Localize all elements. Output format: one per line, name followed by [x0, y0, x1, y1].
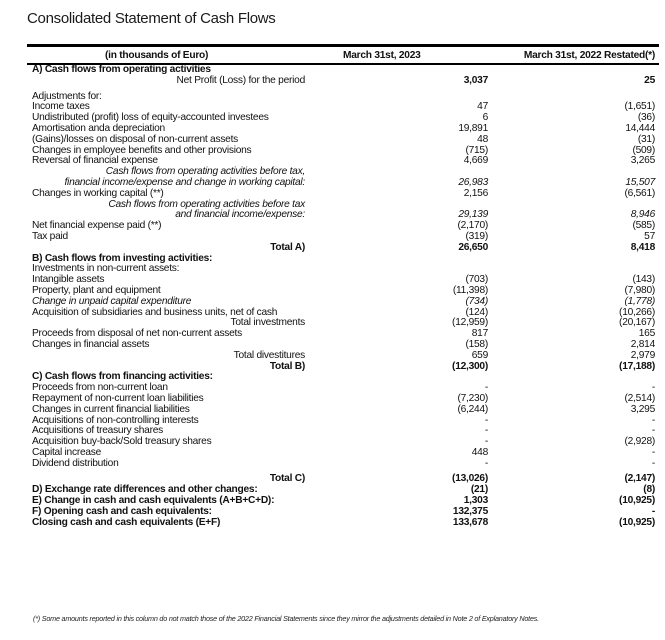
row-label: Dividend distribution: [32, 457, 119, 469]
value-2022: 14,444: [625, 122, 655, 134]
row-label: Changes in working capital (**): [32, 187, 164, 199]
footnote: (*) Some amounts reported in this column do not match those of the 2022 Financial Statements since they mirror the adjustments detailed in Note 2 of Explanatory Notes.: [33, 614, 539, 623]
value-2023: (11,398): [452, 284, 488, 296]
row-label: C) Cash flows from financing activities:: [32, 371, 213, 383]
table-body: [27, 65, 659, 528]
value-2023: 48: [477, 133, 488, 145]
table-row: [27, 459, 659, 470]
value-2022: (1,778): [624, 295, 655, 307]
table-row: [27, 437, 659, 448]
row-label: Property, plant and equipment: [32, 284, 161, 296]
header-label: (in thousands of Euro): [105, 50, 209, 61]
row-label: Intangible assets: [32, 274, 105, 286]
table-row: [27, 518, 659, 529]
value-2023: 29,139: [458, 209, 488, 221]
value-2023: (703): [465, 274, 488, 286]
row-label: D) Exchange rate differences and other changes:: [32, 484, 258, 496]
value-2022: (10,925): [619, 495, 655, 507]
table-row: [27, 448, 659, 459]
value-2023: 2,156: [463, 187, 488, 199]
table-row: [27, 297, 659, 308]
value-2023: (6,244): [457, 403, 488, 415]
value-2022: 8,946: [630, 209, 655, 221]
page-title: Consolidated Statement of Cash Flows: [27, 10, 276, 27]
value-2023: 26,983: [458, 176, 488, 188]
value-2022: (2,514): [624, 392, 655, 404]
value-2023: 19,891: [458, 122, 488, 134]
value-2022: 57: [644, 230, 655, 242]
row-label: Total divestitures: [233, 349, 305, 361]
value-2023: (715): [465, 144, 488, 156]
value-2023: 448: [471, 446, 488, 458]
value-2022: -: [651, 457, 655, 469]
row-label: Undistributed (profit) loss of equity-accounted investees: [32, 112, 269, 124]
value-2023: (2,170): [457, 220, 488, 232]
value-2023: (13,026): [452, 473, 488, 485]
row-label: Adjustments for:: [32, 90, 102, 102]
value-2022: (7,980): [624, 284, 655, 296]
value-2022: -: [651, 505, 655, 517]
row-label: Total C): [269, 473, 305, 485]
table-row: [27, 189, 659, 200]
value-2023: -: [484, 436, 488, 448]
row-label: Cash flows from operating activities before tax: [108, 198, 305, 210]
value-2023: 659: [471, 349, 488, 361]
value-2022: 3,295: [630, 403, 655, 415]
row-label: Changes in financial assets: [32, 338, 150, 350]
row-label: Total B): [269, 360, 305, 372]
table-row: [27, 308, 659, 319]
value-2022: (31): [637, 133, 655, 145]
value-2022: (509): [632, 144, 655, 156]
value-2022: (143): [632, 274, 655, 286]
value-2023: -: [484, 457, 488, 469]
table-row: [27, 221, 659, 232]
row-label: Acquisition of subsidiaries and business units, net of cash: [32, 306, 278, 318]
value-2022: -: [651, 382, 655, 394]
table-row: [27, 135, 659, 146]
row-label: Income taxes: [32, 101, 90, 113]
row-label: Net Profit (Loss) for the period: [176, 74, 305, 86]
table-row: [27, 76, 659, 87]
table-row: [27, 405, 659, 416]
value-2023: 133,678: [452, 516, 488, 528]
value-2022: (585): [632, 220, 655, 232]
row-label: Cash flows from operating activities before tax,: [105, 166, 305, 178]
value-2023: 132,375: [452, 505, 488, 517]
value-2022: 15,507: [625, 176, 655, 188]
value-2023: 6: [482, 112, 488, 124]
row-label: (Gains)/losses on disposal of non-current assets: [32, 133, 239, 145]
value-2023: (319): [465, 230, 488, 242]
row-label: A) Cash flows from operating activities: [32, 64, 211, 75]
value-2023: (12,959): [452, 317, 488, 329]
table-header: [27, 47, 659, 63]
row-label: Repayment of non-current loan liabilities: [32, 392, 204, 404]
value-2022: (10,925): [619, 516, 655, 528]
table-row: [27, 340, 659, 351]
value-2022: -: [651, 446, 655, 458]
row-label: Changes in current financial liabilities: [32, 403, 190, 415]
value-2022: (10,266): [619, 306, 655, 318]
table-row: [27, 351, 659, 362]
table-row: [27, 243, 659, 254]
row-label: Acquisition buy-back/Sold treasury shares: [32, 436, 212, 448]
value-2023: 3,037: [463, 74, 488, 86]
value-2022: (36): [637, 112, 655, 124]
row-label: Proceeds from non-current loan: [32, 382, 168, 394]
table-row: [27, 200, 659, 211]
value-2023: -: [484, 414, 488, 426]
value-2023: 1,303: [463, 495, 488, 507]
row-label: Amortisation anda depreciation: [32, 122, 165, 134]
value-2022: (6,561): [624, 187, 655, 199]
row-label: Net financial expense paid (**): [32, 220, 162, 232]
table-row: [27, 264, 659, 275]
value-2022: 3,265: [630, 155, 655, 167]
row-label: Investments in non-current assets:: [32, 263, 180, 275]
row-label: Capital increase: [32, 446, 102, 458]
value-2022: (17,188): [619, 360, 655, 372]
value-2023: (734): [465, 295, 488, 307]
value-2023: (158): [465, 338, 488, 350]
cash-flow-table: [27, 44, 659, 528]
value-2022: -: [651, 425, 655, 437]
value-2022: (20,167): [619, 317, 655, 329]
row-label: Tax paid: [32, 230, 68, 242]
value-2022: (2,928): [624, 436, 655, 448]
value-2022: -: [651, 414, 655, 426]
value-2023: 4,669: [463, 155, 488, 167]
row-label: Total investments: [230, 317, 305, 329]
row-label: B) Cash flows from investing activities:: [32, 252, 213, 264]
row-label: Change in unpaid capital expenditure: [32, 295, 192, 307]
value-2023: -: [484, 382, 488, 394]
row-label: F) Opening cash and cash equivalents:: [32, 505, 212, 517]
row-label: Acquisitions of non-controlling interests: [32, 414, 199, 426]
value-2023: (7,230): [457, 392, 488, 404]
value-2023: (12,300): [452, 360, 488, 372]
value-2022: 165: [638, 328, 655, 340]
header-col-2023: March 31st, 2023: [343, 50, 421, 61]
row-label: Proceeds from disposal of net non-current assets: [32, 328, 242, 340]
header-col-2022: March 31st, 2022 Restated(*): [523, 50, 655, 61]
value-2022: (2,147): [624, 473, 655, 485]
value-2022: 25: [644, 74, 655, 86]
row-label: E) Change in cash and cash equivalents (A+B+C+D):: [32, 495, 275, 507]
table-row: [27, 65, 659, 76]
value-2023: 817: [471, 328, 488, 340]
row-label: Acquisitions of treasury shares: [32, 425, 163, 437]
value-2023: (124): [465, 306, 488, 318]
value-2023: 47: [477, 101, 488, 113]
value-2023: -: [484, 425, 488, 437]
row-label: Changes in employee benefits and other provisions: [32, 144, 252, 156]
row-label: Closing cash and cash equivalents (E+F): [32, 516, 221, 528]
row-label: financial income/expense and change in working capital:: [64, 176, 305, 188]
value-2022: (8): [643, 484, 655, 496]
table-row: [27, 92, 659, 103]
row-label: Reversal of financial expense: [32, 155, 158, 167]
value-2022: 2,979: [630, 349, 655, 361]
value-2022: (1,651): [624, 101, 655, 113]
table-row: [27, 232, 659, 243]
row-label: Total A): [270, 241, 305, 253]
row-label: and financial income/expense:: [175, 209, 305, 221]
value-2022: 2,814: [630, 338, 655, 350]
value-2023: (21): [470, 484, 488, 496]
value-2022: 8,418: [630, 241, 655, 253]
value-2023: 26,650: [458, 241, 488, 253]
